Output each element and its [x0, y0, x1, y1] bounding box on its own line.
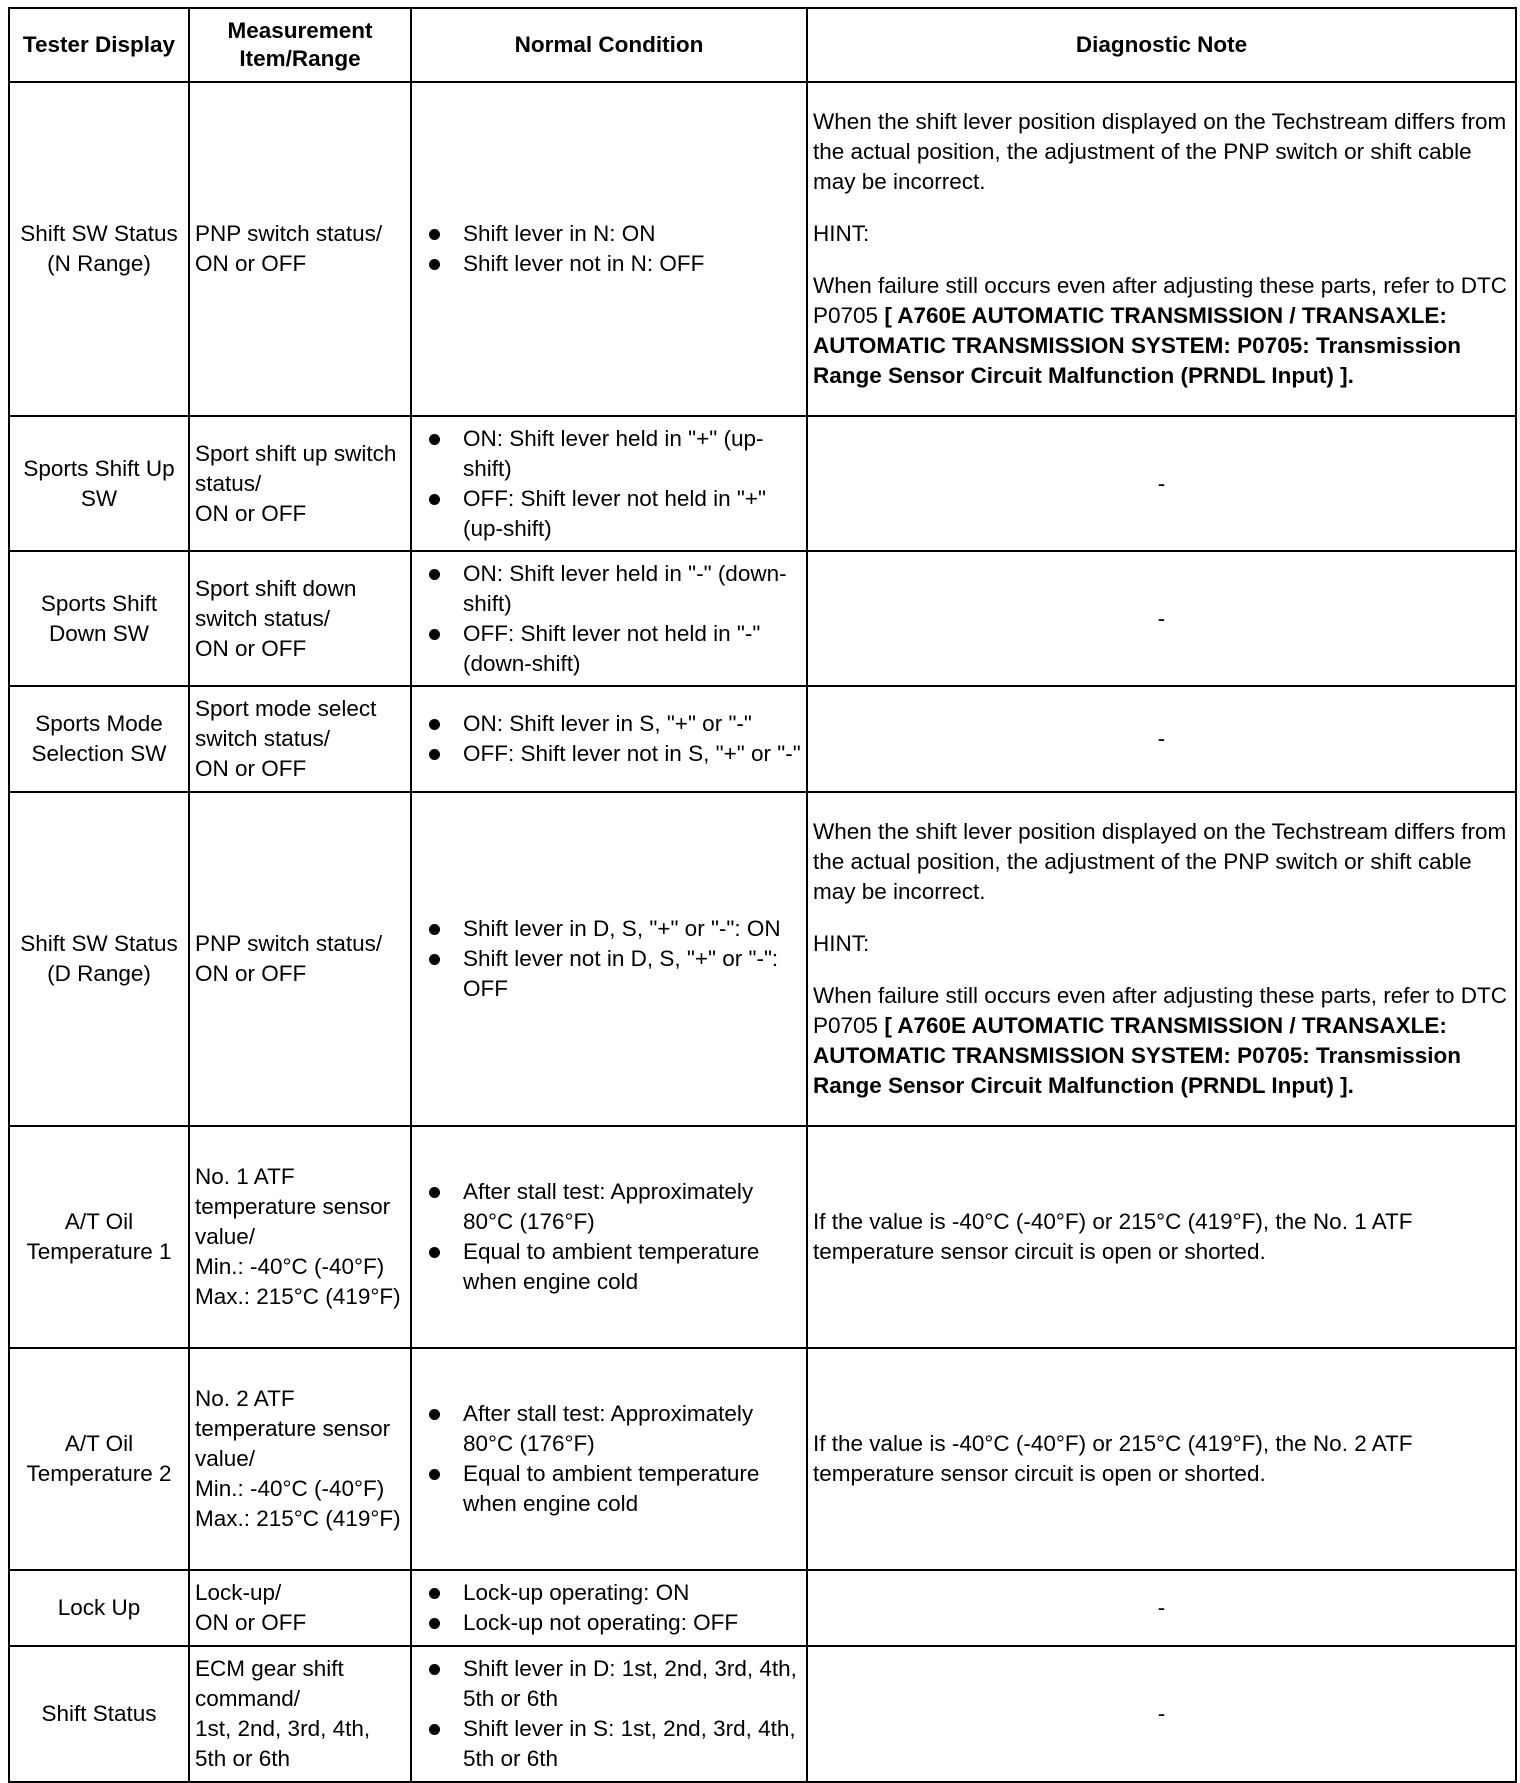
bullet-icon: [429, 1724, 440, 1735]
note-paragraph: When the shift lever position displayed on the Techstream differs from the actual position, the adjustment of the PNP switch or shift cable may be incorrect.: [813, 109, 1507, 194]
normal-condition-cell: [411, 1126, 807, 1348]
bullet-icon: [429, 229, 440, 240]
diagnostic-note-cell: -: [807, 1646, 1516, 1782]
data-list-table: [8, 7, 1517, 1783]
dtc-reference-link[interactable]: [ A760E AUTOMATIC TRANSMISSION / TRANSAXLE: AUTOMATIC TRANSMISSION SYSTEM: P0705: Transmission Range Sensor Circuit Malfunction (PRNDL Input) ].: [813, 1013, 1462, 1098]
table-row: [9, 82, 1516, 416]
measurement-line: Sport shift up switch status/: [195, 440, 397, 496]
note-paragraph: When failure still occurs even after adjusting these parts, refer to DTC P0705 [ A760E AUTOMATIC TRANSMISSION / TRANSAXLE: AUTOMATIC TRANSMISSION SYSTEM: P0705: Transmission Range Sensor Circuit Malfunction (PRNDL Input) ].: [813, 983, 1508, 1098]
measurement-cell: [189, 551, 411, 686]
measurement-line: Max.: 215°C (419°F): [195, 1284, 401, 1309]
bullet-icon: [429, 719, 440, 730]
normal-condition-cell: [411, 1646, 807, 1782]
bullet-icon: [429, 494, 440, 505]
normal-condition-cell: [411, 551, 807, 686]
bullet-icon: [429, 1469, 440, 1480]
header-diagnostic-note: Diagnostic Note: [807, 8, 1516, 82]
normal-condition-cell: [411, 416, 807, 551]
diagnostic-note-cell: -: [807, 551, 1516, 686]
bullet-icon: [429, 1409, 440, 1420]
measurement-line: No. 2 ATF temperature sensor value/: [195, 1386, 391, 1471]
dtc-reference-link[interactable]: [ A760E AUTOMATIC TRANSMISSION / TRANSAXLE: AUTOMATIC TRANSMISSION SYSTEM: P0705: Transmission Range Sensor Circuit Malfunction (PRNDL Input) ].: [813, 303, 1462, 388]
condition-item: Equal to ambient temperature when engine cold: [463, 1459, 801, 1519]
condition-item: Lock-up operating: ON: [463, 1578, 801, 1608]
note-hint: HINT:: [813, 221, 870, 246]
bullet-icon: [429, 569, 440, 580]
condition-item: Shift lever in N: ON: [463, 219, 801, 249]
condition-item: OFF: Shift lever not held in "+" (up-shift): [463, 484, 801, 544]
bullet-icon: [429, 1187, 440, 1198]
bullet-icon: [429, 954, 440, 965]
bullet-icon: [429, 749, 440, 760]
diagnostic-note-cell: -: [807, 416, 1516, 551]
measurement-line: ON or OFF: [195, 756, 307, 781]
note-hint: HINT:: [813, 931, 870, 956]
diagnostic-note-cell: If the value is -40°C (-40°F) or 215°C (419°F), the No. 2 ATF temperature sensor circuit is open or shorted.: [807, 1348, 1516, 1570]
measurement-line: ON or OFF: [195, 251, 307, 276]
bullet-icon: [429, 434, 440, 445]
header-normal-condition: Normal Condition: [411, 8, 807, 82]
normal-condition-cell: [411, 1570, 807, 1646]
condition-item: After stall test: Approximately 80°C (176°F): [463, 1177, 801, 1237]
measurement-line: ON or OFF: [195, 500, 307, 526]
measurement-cell: [189, 1570, 411, 1646]
diagnostic-note-cell: -: [807, 1570, 1516, 1646]
diagnostic-note-cell: If the value is -40°C (-40°F) or 215°C (419°F), the No. 1 ATF temperature sensor circuit is open or shorted.: [807, 1126, 1516, 1348]
condition-item: Shift lever in S: 1st, 2nd, 3rd, 4th, 5th or 6th: [463, 1714, 801, 1774]
measurement-line: ON or OFF: [195, 1610, 307, 1635]
measurement-cell: [189, 1348, 411, 1570]
measurement-line: No. 1 ATF temperature sensor value/: [195, 1164, 391, 1249]
normal-condition-cell: [411, 1348, 807, 1570]
tester-display-cell: Sports Mode Selection SW: [9, 686, 189, 792]
measurement-line: PNP switch status/: [195, 931, 383, 956]
diagnostic-table-wrapper: [8, 7, 1517, 1783]
measurement-line: PNP switch status/: [195, 221, 383, 246]
table-row: [9, 1348, 1516, 1570]
measurement-cell: [189, 686, 411, 792]
table-row: [9, 686, 1516, 792]
diagnostic-note-cell: [807, 792, 1516, 1126]
condition-item: Shift lever not in N: OFF: [463, 249, 801, 279]
table-header-row: [9, 8, 1516, 82]
condition-item: Shift lever in D, S, "+" or "-": ON: [463, 914, 801, 944]
bullet-icon: [429, 259, 440, 270]
table-row: [9, 1646, 1516, 1782]
measurement-cell: [189, 82, 411, 416]
normal-condition-cell: [411, 82, 807, 416]
tester-display-cell: Shift SW Status (D Range): [9, 792, 189, 1126]
measurement-line: Lock-up/: [195, 1580, 282, 1605]
tester-display-cell: Sports Shift Down SW: [9, 551, 189, 686]
diagnostic-note-cell: -: [807, 686, 1516, 792]
bullet-icon: [429, 1664, 440, 1675]
measurement-line: 1st, 2nd, 3rd, 4th, 5th or 6th: [195, 1716, 371, 1771]
bullet-icon: [429, 1588, 440, 1599]
table-row: [9, 1126, 1516, 1348]
condition-item: OFF: Shift lever not in S, "+" or "-": [463, 739, 801, 769]
normal-condition-cell: [411, 686, 807, 792]
bullet-icon: [429, 1247, 440, 1258]
tester-display-cell: Lock Up: [9, 1570, 189, 1646]
condition-item: OFF: Shift lever not held in "-" (down-shift): [463, 619, 801, 679]
condition-item: ON: Shift lever held in "-" (down-shift): [463, 559, 801, 619]
measurement-line: Min.: -40°C (-40°F): [195, 1254, 385, 1279]
condition-item: Equal to ambient temperature when engine cold: [463, 1237, 801, 1297]
measurement-line: Sport mode select switch status/: [195, 696, 377, 751]
header-measurement-item: Measurement Item/Range: [189, 8, 411, 82]
bullet-icon: [429, 1618, 440, 1629]
measurement-cell: [189, 792, 411, 1126]
condition-item: Lock-up not operating: OFF: [463, 1608, 801, 1638]
measurement-line: ECM gear shift command/: [195, 1656, 344, 1711]
measurement-line: Sport shift down switch status/: [195, 575, 357, 631]
header-tester-display: Tester Display: [9, 8, 189, 82]
measurement-line: ON or OFF: [195, 961, 307, 986]
bullet-icon: [429, 924, 440, 935]
tester-display-cell: Shift SW Status (N Range): [9, 82, 189, 416]
diagnostic-note-cell: [807, 82, 1516, 416]
measurement-line: Min.: -40°C (-40°F): [195, 1476, 385, 1501]
condition-item: Shift lever not in D, S, "+" or "-": OFF: [463, 944, 801, 1004]
measurement-line: Max.: 215°C (419°F): [195, 1506, 401, 1531]
table-row: [9, 551, 1516, 686]
measurement-cell: [189, 1126, 411, 1348]
tester-display-cell: A/T Oil Temperature 1: [9, 1126, 189, 1348]
bullet-icon: [429, 629, 440, 640]
note-paragraph: When failure still occurs even after adjusting these parts, refer to DTC P0705 [ A760E AUTOMATIC TRANSMISSION / TRANSAXLE: AUTOMATIC TRANSMISSION SYSTEM: P0705: Transmission Range Sensor Circuit Malfunction (PRNDL Input) ].: [813, 273, 1508, 388]
table-row: [9, 416, 1516, 551]
condition-item: Shift lever in D: 1st, 2nd, 3rd, 4th, 5th or 6th: [463, 1654, 801, 1714]
measurement-cell: [189, 1646, 411, 1782]
condition-item: After stall test: Approximately 80°C (176°F): [463, 1399, 801, 1459]
note-paragraph: When the shift lever position displayed on the Techstream differs from the actual position, the adjustment of the PNP switch or shift cable may be incorrect.: [813, 819, 1507, 904]
measurement-line: ON or OFF: [195, 635, 307, 661]
tester-display-cell: A/T Oil Temperature 2: [9, 1348, 189, 1570]
normal-condition-cell: [411, 792, 807, 1126]
measurement-cell: [189, 416, 411, 551]
tester-display-cell: Sports Shift Up SW: [9, 416, 189, 551]
condition-item: ON: Shift lever held in "+" (up-shift): [463, 424, 801, 484]
condition-item: ON: Shift lever in S, "+" or "-": [463, 709, 801, 739]
table-row: [9, 1570, 1516, 1646]
tester-display-cell: Shift Status: [9, 1646, 189, 1782]
table-row: [9, 792, 1516, 1126]
